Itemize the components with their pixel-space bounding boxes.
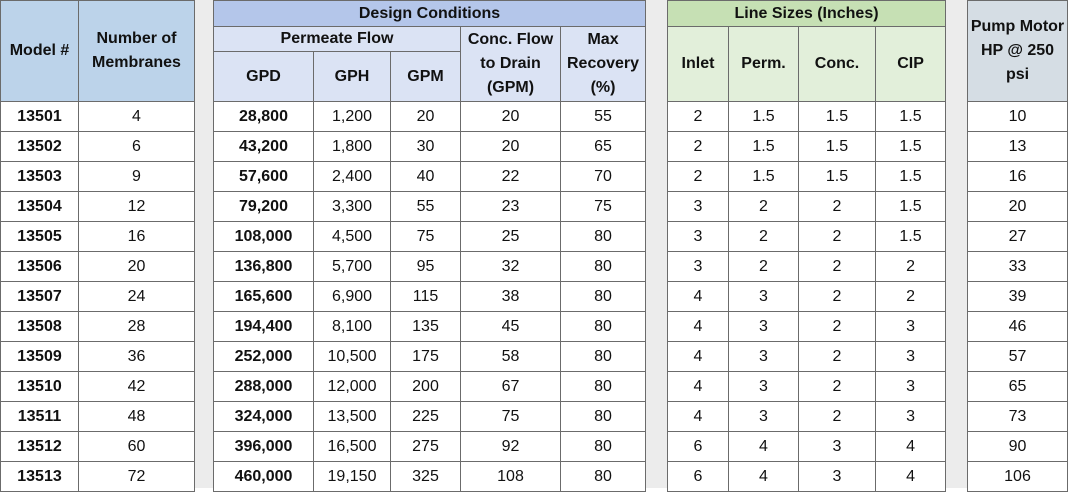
- gpm-cell: 200: [391, 372, 461, 402]
- gph-cell: 2,400: [314, 162, 391, 192]
- conc-size-cell: 2: [799, 312, 876, 342]
- conc-flow-cell: 32: [461, 252, 561, 282]
- model-number-cell: 13511: [1, 402, 79, 432]
- inlet-cell: 4: [668, 312, 729, 342]
- max-recovery-cell: 55: [561, 102, 646, 132]
- conc-flow-cell: 58: [461, 342, 561, 372]
- table-row: [668, 282, 946, 312]
- gpm-cell: 40: [391, 162, 461, 192]
- inlet-cell: 4: [668, 342, 729, 372]
- perm-cell: 3: [729, 372, 799, 402]
- permeate-flow-header: Permeate Flow: [214, 27, 461, 52]
- max-recovery-cell: 80: [561, 432, 646, 462]
- max-recovery-cell: 80: [561, 342, 646, 372]
- pump-hp-cell: 90: [968, 432, 1068, 462]
- table-row: [214, 402, 646, 432]
- pump-hp-cell: 33: [968, 252, 1068, 282]
- cip-header: CIP: [876, 27, 946, 102]
- perm-cell: 3: [729, 402, 799, 432]
- conc-flow-cell: 20: [461, 102, 561, 132]
- gpd-cell: 288,000: [214, 372, 314, 402]
- conc-size-cell: 2: [799, 282, 876, 312]
- gpd-cell: 194,400: [214, 312, 314, 342]
- perm-cell: 1.5: [729, 132, 799, 162]
- pump-hp-cell: 13: [968, 132, 1068, 162]
- cip-cell: 4: [876, 432, 946, 462]
- table-row: [214, 282, 646, 312]
- perm-cell: 1.5: [729, 102, 799, 132]
- gpm-cell: 275: [391, 432, 461, 462]
- gpm-cell: 55: [391, 192, 461, 222]
- gph-cell: 5,700: [314, 252, 391, 282]
- perm-cell: 2: [729, 222, 799, 252]
- column-gap: [194, 0, 213, 488]
- table-row: [1, 102, 195, 132]
- model-number-cell: 13505: [1, 222, 79, 252]
- cip-cell: 2: [876, 282, 946, 312]
- gph-cell: 19,150: [314, 462, 391, 492]
- table-row: [214, 162, 646, 192]
- gph-cell: 4,500: [314, 222, 391, 252]
- conc-size-cell: 2: [799, 342, 876, 372]
- table-row: [214, 222, 646, 252]
- inlet-cell: 6: [668, 462, 729, 492]
- max-recovery-cell: 75: [561, 192, 646, 222]
- table-row: [1, 402, 195, 432]
- perm-cell: 3: [729, 342, 799, 372]
- model-number-cell: 13508: [1, 312, 79, 342]
- table-row: [968, 402, 1068, 432]
- model-number-cell: 13513: [1, 462, 79, 492]
- cip-cell: 2: [876, 252, 946, 282]
- conc-flow-cell: 25: [461, 222, 561, 252]
- gpd-cell: 165,600: [214, 282, 314, 312]
- line-sizes-table: [667, 0, 946, 492]
- conc-flow-cell: 20: [461, 132, 561, 162]
- gph-cell: 12,000: [314, 372, 391, 402]
- inlet-cell: 2: [668, 132, 729, 162]
- table-row: [968, 282, 1068, 312]
- table-row: [968, 462, 1068, 492]
- max-recovery-cell: 80: [561, 402, 646, 432]
- cip-cell: 1.5: [876, 222, 946, 252]
- perm-cell: 3: [729, 312, 799, 342]
- membranes-cell: 6: [79, 132, 195, 162]
- perm-header: Perm.: [729, 27, 799, 102]
- table-row: [214, 342, 646, 372]
- membranes-cell: 36: [79, 342, 195, 372]
- pump-hp-cell: 27: [968, 222, 1068, 252]
- table-row: [1, 162, 195, 192]
- table-row: [968, 192, 1068, 222]
- pump-hp-cell: 10: [968, 102, 1068, 132]
- max-recovery-cell: 80: [561, 372, 646, 402]
- model-number-cell: 13507: [1, 282, 79, 312]
- gpd-cell: 460,000: [214, 462, 314, 492]
- column-gap: [645, 0, 667, 488]
- conc-size-cell: 2: [799, 252, 876, 282]
- gpd-cell: 57,600: [214, 162, 314, 192]
- inlet-header: Inlet: [668, 27, 729, 102]
- gpd-cell: 324,000: [214, 402, 314, 432]
- table-row: [968, 132, 1068, 162]
- inlet-cell: 3: [668, 222, 729, 252]
- conc-size-cell: 1.5: [799, 162, 876, 192]
- table-row: [668, 372, 946, 402]
- gpm-cell: 30: [391, 132, 461, 162]
- table-row: [214, 462, 646, 492]
- table-row: [1, 432, 195, 462]
- conc-flow-cell: 92: [461, 432, 561, 462]
- membranes-cell: 60: [79, 432, 195, 462]
- max-recovery-cell: 80: [561, 222, 646, 252]
- table-row: [968, 432, 1068, 462]
- conc-flow-cell: 38: [461, 282, 561, 312]
- max-recovery-cell: 80: [561, 312, 646, 342]
- membranes-cell: 9: [79, 162, 195, 192]
- table-row: [1, 462, 195, 492]
- perm-cell: 4: [729, 432, 799, 462]
- membranes-cell: 24: [79, 282, 195, 312]
- gpm-cell: 20: [391, 102, 461, 132]
- table-row: [1, 252, 195, 282]
- conc-size-header: Conc.: [799, 27, 876, 102]
- gpm-cell: 225: [391, 402, 461, 432]
- gpd-cell: 79,200: [214, 192, 314, 222]
- max-recovery-cell: 80: [561, 462, 646, 492]
- table-row: [668, 132, 946, 162]
- max-recovery-cell: 70: [561, 162, 646, 192]
- model-number-cell: 13503: [1, 162, 79, 192]
- cip-cell: 1.5: [876, 132, 946, 162]
- membranes-cell: 28: [79, 312, 195, 342]
- table-row: [1, 282, 195, 312]
- gph-cell: 3,300: [314, 192, 391, 222]
- cip-cell: 3: [876, 372, 946, 402]
- membranes-cell: 20: [79, 252, 195, 282]
- membranes-cell: 4: [79, 102, 195, 132]
- model-table: [0, 0, 195, 492]
- conc-flow-cell: 75: [461, 402, 561, 432]
- table-row: [214, 192, 646, 222]
- membranes-cell: 72: [79, 462, 195, 492]
- pump-hp-cell: 57: [968, 342, 1068, 372]
- max-recovery-cell: 80: [561, 252, 646, 282]
- design-conditions-title: Design Conditions: [214, 1, 646, 27]
- conc-size-cell: 2: [799, 222, 876, 252]
- table-row: [668, 462, 946, 492]
- perm-cell: 3: [729, 282, 799, 312]
- gpd-cell: 108,000: [214, 222, 314, 252]
- table-row: [968, 102, 1068, 132]
- pump-hp-cell: 20: [968, 192, 1068, 222]
- table-row: [968, 222, 1068, 252]
- table-row: [968, 312, 1068, 342]
- gpd-cell: 28,800: [214, 102, 314, 132]
- conc-size-cell: 2: [799, 402, 876, 432]
- gph-cell: 8,100: [314, 312, 391, 342]
- cip-cell: 3: [876, 312, 946, 342]
- gpd-cell: 252,000: [214, 342, 314, 372]
- table-row: [1, 312, 195, 342]
- pump-hp-cell: 39: [968, 282, 1068, 312]
- gpd-cell: 43,200: [214, 132, 314, 162]
- perm-cell: 1.5: [729, 162, 799, 192]
- gph-cell: 10,500: [314, 342, 391, 372]
- table-row: [1, 222, 195, 252]
- conc-size-cell: 1.5: [799, 132, 876, 162]
- membranes-cell: 42: [79, 372, 195, 402]
- table-row: [214, 102, 646, 132]
- table-row: [214, 372, 646, 402]
- cip-cell: 3: [876, 402, 946, 432]
- inlet-cell: 4: [668, 282, 729, 312]
- inlet-cell: 3: [668, 252, 729, 282]
- pump-hp-cell: 106: [968, 462, 1068, 492]
- cip-cell: 1.5: [876, 162, 946, 192]
- gph-cell: 16,500: [314, 432, 391, 462]
- column-gap: [945, 0, 967, 488]
- table-row: [1, 192, 195, 222]
- conc-flow-cell: 67: [461, 372, 561, 402]
- table-row: [214, 312, 646, 342]
- conc-size-cell: 1.5: [799, 102, 876, 132]
- table-row: [668, 432, 946, 462]
- model-number-cell: 13510: [1, 372, 79, 402]
- header-model: Model #: [1, 1, 79, 102]
- gph-header: GPH: [314, 52, 391, 102]
- inlet-cell: 6: [668, 432, 729, 462]
- gph-cell: 1,200: [314, 102, 391, 132]
- gph-cell: 13,500: [314, 402, 391, 432]
- inlet-cell: 4: [668, 372, 729, 402]
- conc-flow-cell: 23: [461, 192, 561, 222]
- pump-hp-cell: 46: [968, 312, 1068, 342]
- conc-flow-cell: 22: [461, 162, 561, 192]
- table-row: [968, 342, 1068, 372]
- gpm-cell: 135: [391, 312, 461, 342]
- gpm-cell: 95: [391, 252, 461, 282]
- table-row: [668, 102, 946, 132]
- cip-cell: 3: [876, 342, 946, 372]
- gpm-cell: 75: [391, 222, 461, 252]
- conc-size-cell: 2: [799, 372, 876, 402]
- pump-hp-cell: 16: [968, 162, 1068, 192]
- table-row: [214, 252, 646, 282]
- conc-flow-cell: 45: [461, 312, 561, 342]
- table-row: [668, 252, 946, 282]
- table-row: [668, 222, 946, 252]
- table-row: [668, 342, 946, 372]
- perm-cell: 2: [729, 192, 799, 222]
- membranes-cell: 16: [79, 222, 195, 252]
- model-number-cell: 13509: [1, 342, 79, 372]
- inlet-cell: 2: [668, 102, 729, 132]
- gpd-cell: 396,000: [214, 432, 314, 462]
- pump-hp-cell: 73: [968, 402, 1068, 432]
- gpm-cell: 115: [391, 282, 461, 312]
- conc-flow-cell: 108: [461, 462, 561, 492]
- cip-cell: 1.5: [876, 192, 946, 222]
- table-row: [668, 192, 946, 222]
- gpm-cell: 325: [391, 462, 461, 492]
- perm-cell: 4: [729, 462, 799, 492]
- model-number-cell: 13501: [1, 102, 79, 132]
- max-recovery-cell: 80: [561, 282, 646, 312]
- gph-cell: 1,800: [314, 132, 391, 162]
- conc-size-cell: 3: [799, 462, 876, 492]
- membranes-cell: 48: [79, 402, 195, 432]
- model-number-cell: 13512: [1, 432, 79, 462]
- inlet-cell: 2: [668, 162, 729, 192]
- pump-hp-cell: 65: [968, 372, 1068, 402]
- conc-size-cell: 3: [799, 432, 876, 462]
- gpm-header: GPM: [391, 52, 461, 102]
- table-row: [668, 162, 946, 192]
- inlet-cell: 3: [668, 192, 729, 222]
- table-row: [968, 252, 1068, 282]
- header-membranes: Number of Membranes: [79, 1, 195, 102]
- model-number-cell: 13504: [1, 192, 79, 222]
- conc-size-cell: 2: [799, 192, 876, 222]
- membranes-cell: 12: [79, 192, 195, 222]
- gpd-header: GPD: [214, 52, 314, 102]
- pump-motor-header: Pump Motor HP @ 250 psi: [968, 1, 1068, 102]
- table-row: [968, 162, 1068, 192]
- table-row: [1, 342, 195, 372]
- perm-cell: 2: [729, 252, 799, 282]
- pump-table: [967, 0, 1068, 492]
- cip-cell: 4: [876, 462, 946, 492]
- table-row: [1, 372, 195, 402]
- cip-cell: 1.5: [876, 102, 946, 132]
- table-row: [968, 372, 1068, 402]
- max-recovery-header: Max Recovery (%): [561, 27, 646, 102]
- table-row: [668, 402, 946, 432]
- table-row: [1, 132, 195, 162]
- table-row: [668, 312, 946, 342]
- max-recovery-cell: 65: [561, 132, 646, 162]
- line-sizes-title: Line Sizes (Inches): [668, 1, 946, 27]
- inlet-cell: 4: [668, 402, 729, 432]
- gpd-cell: 136,800: [214, 252, 314, 282]
- gpm-cell: 175: [391, 342, 461, 372]
- gph-cell: 6,900: [314, 282, 391, 312]
- table-row: [214, 132, 646, 162]
- model-number-cell: 13502: [1, 132, 79, 162]
- table-row: [214, 432, 646, 462]
- conc-flow-header: Conc. Flow to Drain (GPM): [461, 27, 561, 102]
- design-conditions-table: [213, 0, 646, 492]
- model-number-cell: 13506: [1, 252, 79, 282]
